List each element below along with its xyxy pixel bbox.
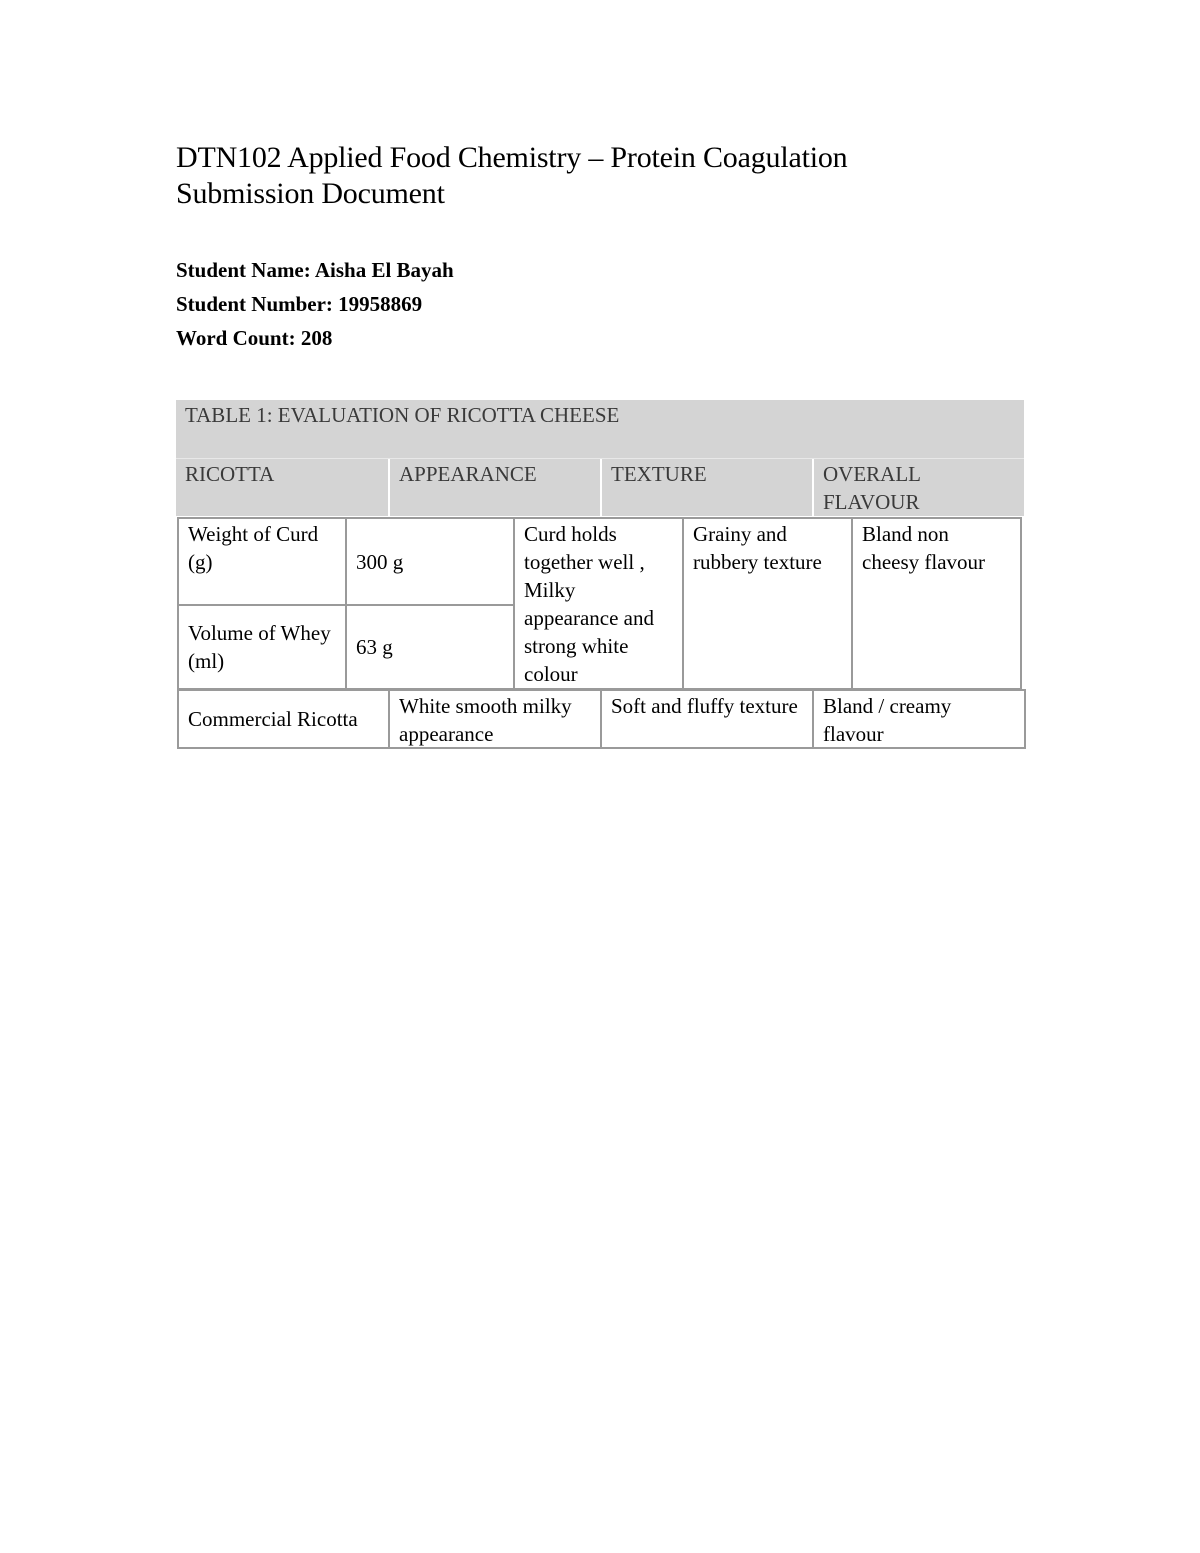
student-number: Student Number: 19958869 bbox=[176, 292, 423, 316]
document-title bbox=[176, 140, 847, 212]
title-line-1: DTN102 Applied Food Chemistry – Protein Coagulation bbox=[176, 141, 848, 174]
word-count: Word Count: 208 bbox=[176, 326, 333, 350]
commercial-ricotta-text: Commercial Ricotta bbox=[188, 707, 358, 731]
header-separator bbox=[600, 459, 602, 516]
weight-of-curd-text: 300 g bbox=[356, 549, 404, 574]
weight-of-curd-label: Weight of Curd (g) bbox=[177, 517, 347, 606]
weight-of-curd-value bbox=[345, 517, 515, 606]
homemade-texture: Grainy and rubbery texture bbox=[682, 517, 853, 690]
commercial-appearance: White smooth milky appearance bbox=[388, 689, 602, 749]
header-ricotta: RICOTTA bbox=[176, 459, 388, 516]
header-texture: TEXTURE bbox=[602, 459, 812, 516]
volume-of-whey-value bbox=[345, 604, 515, 690]
title-line-2: Submission Document bbox=[176, 177, 445, 210]
homemade-flavour: Bland non cheesy flavour bbox=[851, 517, 1022, 690]
header-separator bbox=[388, 459, 390, 516]
volume-of-whey-text: Volume of Whey (ml) bbox=[188, 621, 331, 673]
header-appearance: APPEARANCE bbox=[390, 459, 600, 516]
volume-of-whey-label bbox=[177, 604, 347, 690]
header-separator bbox=[812, 459, 814, 516]
commercial-flavour: Bland / creamy flavour bbox=[812, 689, 1026, 749]
homemade-appearance: Curd holds together well , Milky appearance and strong white colour bbox=[513, 517, 684, 690]
table-caption: TABLE 1: EVALUATION OF RICOTTA CHEESE bbox=[176, 400, 1024, 458]
commercial-texture: Soft and fluffy texture bbox=[600, 689, 814, 749]
commercial-ricotta-label bbox=[177, 689, 390, 749]
header-overall-flavour: OVERALL FLAVOUR bbox=[814, 459, 1024, 516]
volume-of-whey-value-text: 63 g bbox=[356, 635, 393, 659]
student-name: Student Name: Aisha El Bayah bbox=[176, 258, 454, 282]
